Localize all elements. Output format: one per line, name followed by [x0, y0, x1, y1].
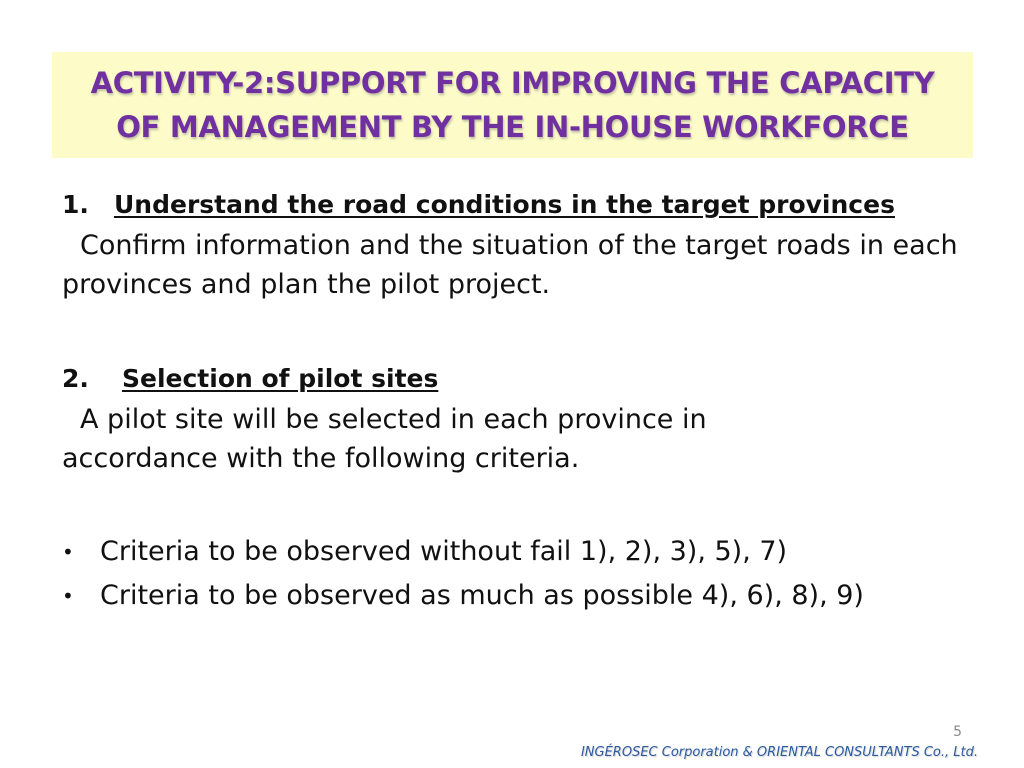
footer-credit: INGÉROSEC Corporation & ORIENTAL CONSULTANTS Co., Ltd.: [580, 745, 978, 760]
list-item: [62, 574, 1002, 618]
section-body-text: Confirm information and the situation of the target roads in each provinces and plan the pilot project.: [62, 230, 958, 300]
section-number: 1.: [62, 190, 89, 219]
slide-title-line-1: ACTIVITY-2:SUPPORT FOR IMPROVING THE CAPACITY: [90, 66, 935, 100]
section-heading: [62, 188, 982, 222]
list-item-text: Criteria to be observed as much as possible 4), 6), 8), 9): [100, 580, 864, 611]
section-heading-text: Selection of pilot sites: [122, 364, 439, 393]
list-item: [62, 530, 1002, 574]
bullet-icon: •: [62, 584, 74, 608]
title-banner: [52, 52, 973, 158]
section-pilot-sites: [62, 362, 982, 478]
bullet-icon: •: [62, 540, 74, 564]
list-item-text: Criteria to be observed without fail 1), 2), 3), 5), 7): [100, 536, 788, 567]
section-body: [62, 400, 822, 478]
section-body-text: A pilot site will be selected in each province in accordance with the following criteria.: [62, 404, 707, 474]
section-heading-text: Understand the road conditions in the target provinces: [114, 190, 895, 219]
section-heading: [62, 362, 982, 396]
slide-title-line-2: OF MANAGEMENT BY THE IN-HOUSE WORKFORCE: [116, 110, 909, 144]
page-number: 5: [953, 724, 962, 740]
section-number: 2.: [62, 364, 89, 393]
criteria-list: [62, 530, 1002, 618]
section-body: [62, 226, 982, 304]
section-road-conditions: [62, 188, 982, 304]
